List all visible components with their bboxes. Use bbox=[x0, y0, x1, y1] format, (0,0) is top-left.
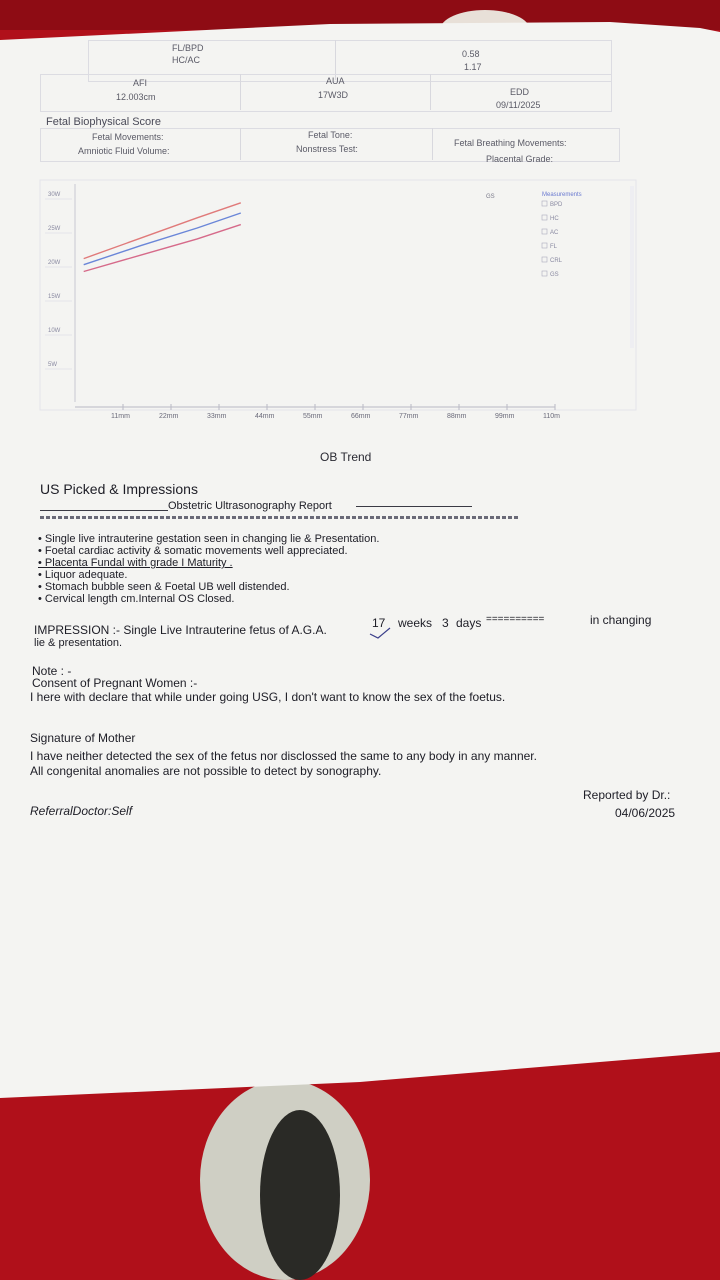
ratio-label-hc-ac: HC/AC bbox=[172, 55, 201, 65]
y-tick-label: 15W bbox=[48, 294, 61, 300]
subtitle-rule-left bbox=[40, 510, 168, 511]
ob-trend-chart bbox=[30, 178, 650, 428]
declaration-line-1: I have neither detected the sex of the fetus nor disclossed the same to any body in any manner. bbox=[30, 749, 537, 763]
x-tick-label: 88mm bbox=[447, 413, 467, 420]
afi-label: AFI bbox=[133, 78, 148, 88]
finding-item: • Cervical length cm.Internal OS Closed. bbox=[38, 593, 235, 605]
finding-item: • Single live intrauterine gestation seen in changing lie & Presentation. bbox=[38, 533, 380, 545]
x-tick-label: 55mm bbox=[303, 413, 323, 420]
legend-checkbox[interactable] bbox=[542, 257, 547, 262]
subtitle-rule-right bbox=[356, 506, 472, 507]
impression-weeks-label: weeks bbox=[398, 616, 433, 630]
consent-text: I here with declare that while under going USG, I don't want to know the sex of the foetus. bbox=[30, 690, 506, 704]
referral-doctor: ReferralDoctor:Self bbox=[30, 804, 133, 818]
fetal-movements-label: Fetal Movements: bbox=[92, 132, 164, 142]
legend-item-hc: HC bbox=[550, 216, 559, 222]
legend-checkbox[interactable] bbox=[542, 271, 547, 276]
impression-line: IMPRESSION :- Single Live Intrauterine fetus of A.G.A. bbox=[34, 623, 327, 637]
legend-title: Measurements bbox=[542, 192, 582, 198]
legend-item-ac: AC bbox=[550, 230, 559, 236]
y-tick-label: 30W bbox=[48, 192, 61, 198]
trend-series-line bbox=[84, 225, 241, 272]
x-tick-label: 77mm bbox=[399, 413, 419, 420]
trend-series-line bbox=[84, 203, 241, 259]
y-tick-label: 10W bbox=[48, 328, 61, 334]
x-tick-label: 44mm bbox=[255, 413, 275, 420]
legend-item-fl: FL bbox=[550, 244, 558, 250]
x-tick-label: 33mm bbox=[207, 413, 227, 420]
report-date: 04/06/2025 bbox=[615, 806, 676, 820]
edd-label: EDD bbox=[510, 87, 530, 97]
impression-days-label: days bbox=[456, 616, 482, 630]
finding-item: • Liquor adequate. bbox=[38, 569, 128, 581]
chart-title: OB Trend bbox=[320, 450, 372, 464]
consent-title: Consent of Pregnant Women :- bbox=[32, 676, 198, 690]
legend-checkbox[interactable] bbox=[542, 201, 547, 206]
impression-tail: in changing bbox=[590, 613, 652, 627]
x-tick-label: 110m bbox=[543, 413, 560, 420]
signature-label: Signature of Mother bbox=[30, 731, 136, 745]
amniotic-fluid-label: Amniotic Fluid Volume: bbox=[78, 146, 170, 156]
finding-item: • Placenta Fundal with grade I Maturity . bbox=[38, 557, 233, 569]
ratio-label-fl-bpd: FL/BPD bbox=[172, 43, 204, 53]
y-tick-label: 20W bbox=[48, 260, 61, 266]
note-label: Note : - bbox=[32, 664, 72, 678]
legend-checkbox[interactable] bbox=[542, 215, 547, 220]
impression-line-2: lie & presentation. bbox=[34, 637, 123, 649]
impression-weeks: 17 bbox=[372, 616, 386, 630]
legend-item-crl: CRL bbox=[550, 258, 563, 264]
finding-item: • Foetal cardiac activity & somatic movements well appreciated. bbox=[38, 545, 348, 557]
aua-value: 17W3D bbox=[318, 90, 349, 100]
legend-item-bpd: BPD bbox=[550, 202, 563, 208]
report-subtitle: Obstetric Ultrasonography Report bbox=[168, 500, 332, 512]
edd-value: 09/11/2025 bbox=[496, 100, 541, 110]
y-tick-label: 5W bbox=[48, 362, 57, 368]
legend-scrollbar[interactable] bbox=[630, 186, 634, 348]
legend-checkbox[interactable] bbox=[542, 229, 547, 234]
fetal-tone-label: Fetal Tone: bbox=[308, 130, 353, 140]
bps-title: Fetal Biophysical Score bbox=[46, 116, 161, 128]
nonstress-test-label: Nonstress Test: bbox=[296, 144, 358, 154]
double-rule bbox=[40, 516, 518, 519]
x-tick-label: 99mm bbox=[495, 413, 515, 420]
ratio-value-fl-bpd: 0.58 bbox=[462, 49, 480, 59]
finding-item: • Stomach bubble seen & Foetal UB well distended. bbox=[38, 581, 290, 593]
ratio-value-hc-ac: 1.17 bbox=[464, 62, 482, 72]
x-tick-label: 11mm bbox=[111, 413, 130, 420]
impression-equals: ========== bbox=[486, 614, 545, 625]
aua-label: AUA bbox=[326, 76, 345, 86]
pen-checkmark bbox=[368, 624, 398, 640]
legend-item-gs: GS bbox=[550, 272, 559, 278]
breathing-movements-label: Fetal Breathing Movements: bbox=[454, 138, 567, 148]
y-tick-label: 25W bbox=[48, 226, 61, 232]
placental-grade-label: Placental Grade: bbox=[486, 154, 554, 164]
afi-value: 12.003cm bbox=[116, 92, 156, 102]
section-title: US Picked & Impressions bbox=[40, 481, 198, 497]
legend-checkbox[interactable] bbox=[542, 243, 547, 248]
reported-by-label: Reported by Dr.: bbox=[583, 788, 671, 802]
findings-list bbox=[38, 533, 379, 605]
x-tick-label: 66mm bbox=[351, 413, 371, 420]
x-tick-label: 22mm bbox=[159, 413, 179, 420]
gs-marker-label: GS bbox=[486, 194, 495, 200]
trend-series-line bbox=[84, 213, 241, 265]
declaration-line-2: All congenital anomalies are not possible to detect by sonography. bbox=[30, 764, 382, 778]
impression-days: 3 bbox=[442, 616, 449, 630]
